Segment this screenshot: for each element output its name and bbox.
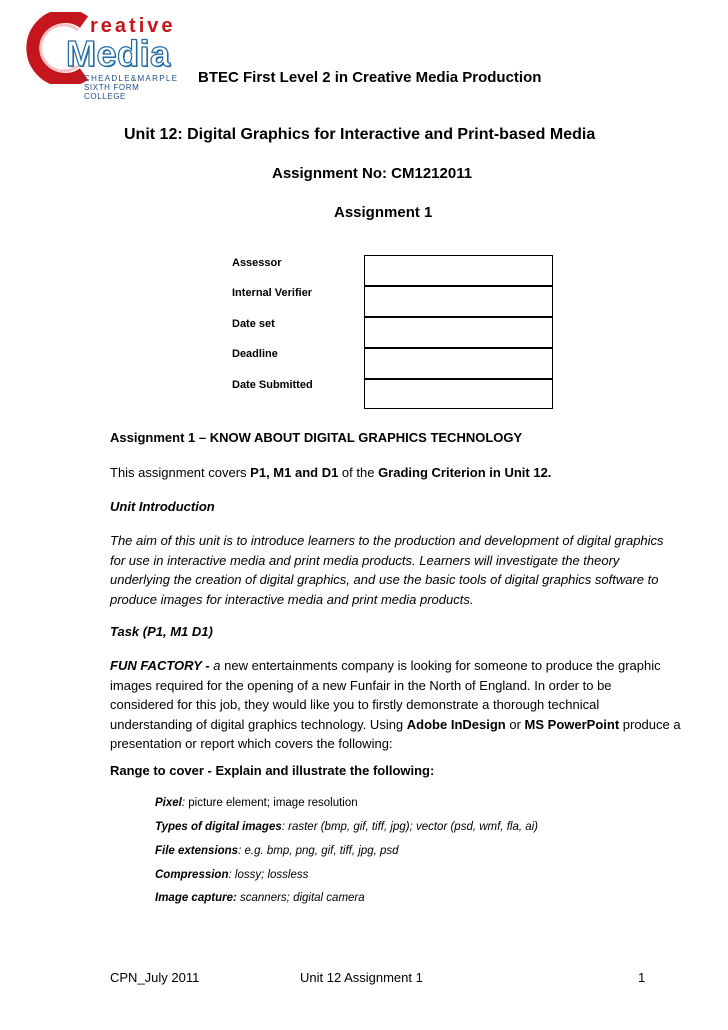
assignment-title: Assignment 1 — [334, 204, 433, 221]
range-sep: : — [238, 845, 245, 857]
task-line — [110, 715, 681, 735]
range-desc: e.g. bmp, png, gif, tiff, jpg, psd — [244, 845, 399, 857]
range-term: Pixel — [155, 797, 182, 809]
date-submitted-label: Date Submitted — [232, 379, 313, 391]
task-line-1-rest: new entertainments company is looking for someone to produce the graphic — [220, 658, 661, 673]
covers-mid: of the — [338, 465, 379, 480]
intro-paragraph — [110, 531, 664, 609]
ms-powerpoint: MS PowerPoint — [524, 716, 620, 732]
college-logo — [26, 12, 179, 101]
range-sep: : — [228, 869, 235, 881]
range-sep: : — [281, 821, 289, 833]
date-submitted-field[interactable] — [364, 379, 553, 409]
internal-verifier-field[interactable] — [364, 286, 553, 317]
assessor-field[interactable] — [364, 255, 553, 286]
range-item-types — [155, 821, 538, 833]
unit-intro-heading: Unit Introduction — [110, 499, 215, 514]
intro-line: The aim of this unit is to introduce learners to the production and development of digital graphics — [110, 533, 664, 548]
range-item-file-extensions — [155, 845, 399, 857]
footer-date: CPN_July 2011 — [110, 970, 200, 985]
adobe-indesign: Adobe InDesign — [406, 716, 506, 732]
range-item-image-capture — [155, 892, 365, 904]
task-heading: Task (P1, M1 D1) — [110, 624, 213, 639]
fun-factory-name: FUN FACTORY - — [110, 658, 214, 673]
covers-grading: Grading Criterion in Unit 12. — [378, 465, 552, 480]
date-set-label: Date set — [232, 318, 275, 330]
range-term: File extensions — [155, 845, 239, 857]
task-or: or — [505, 716, 525, 732]
course-title: BTEC First Level 2 in Creative Media Production — [198, 69, 542, 86]
task-line: images required for the opening of a new Funfair in the North of England. In order to be — [110, 677, 612, 693]
range-desc: lossy; lossless — [234, 869, 309, 881]
deadline-field[interactable] — [364, 348, 553, 379]
range-desc: raster (bmp, gif, tiff, jpg); vector (psd, wmf, fla, ai) — [288, 821, 539, 833]
intro-line: underlying the creation of digital graphics, and use the basic tools of digital graphics software to — [110, 572, 659, 587]
logo-subtitle-2: SIXTH FORM COLLEGE — [84, 83, 140, 101]
range-heading: Range to cover - Explain and illustrate the following: — [110, 763, 435, 778]
deadline-label: Deadline — [232, 348, 278, 360]
task-line: considered for this job, they would like you to firstly demonstrate a thorough technical — [110, 697, 600, 712]
range-term: Types of digital images — [155, 821, 282, 833]
date-set-field[interactable] — [364, 317, 553, 348]
task-line — [110, 656, 681, 676]
covers-line — [110, 463, 551, 483]
assessor-label: Assessor — [232, 257, 282, 269]
task-line: presentation or report which covers the following: — [110, 736, 393, 751]
range-desc: scanners; digital camera — [240, 892, 365, 904]
range-sep: : — [181, 797, 189, 809]
range-term: Compression — [155, 869, 229, 881]
internal-verifier-label: Internal Verifier — [232, 287, 313, 299]
logo-media-text: Media — [66, 33, 171, 74]
range-desc: picture element; image resolution — [188, 797, 358, 809]
task-lead-a: a — [213, 658, 221, 673]
task-line-4-end: produce a — [619, 716, 681, 732]
task-line-4-start: understanding of digital graphics technology. Using — [110, 716, 407, 732]
logo-subtitle-1: CHEADLE&MARPLE — [84, 74, 179, 83]
footer-title: Unit 12 Assignment 1 — [300, 970, 423, 985]
intro-line: produce images for interactive media and print media products. — [110, 591, 474, 607]
range-item-compression — [155, 869, 308, 881]
covers-criteria: P1, M1 and D1 — [250, 465, 339, 480]
assignment-heading: Assignment 1 – KNOW ABOUT DIGITAL GRAPHICS TECHNOLOGY — [110, 430, 523, 445]
page-number: 1 — [638, 970, 646, 985]
intro-line: for use in interactive media and print media products. Learners will investigate the theory — [110, 552, 620, 568]
range-term: Image capture: — [155, 892, 237, 904]
logo-reative-text: reative — [90, 15, 176, 37]
unit-title: Unit 12: Digital Graphics for Interactive and Print-based Media — [124, 126, 596, 143]
task-paragraph — [110, 656, 681, 754]
range-item-pixel — [155, 797, 358, 809]
assignment-number: Assignment No: CM1212011 — [272, 165, 473, 182]
covers-pre: This assignment covers — [110, 465, 251, 480]
